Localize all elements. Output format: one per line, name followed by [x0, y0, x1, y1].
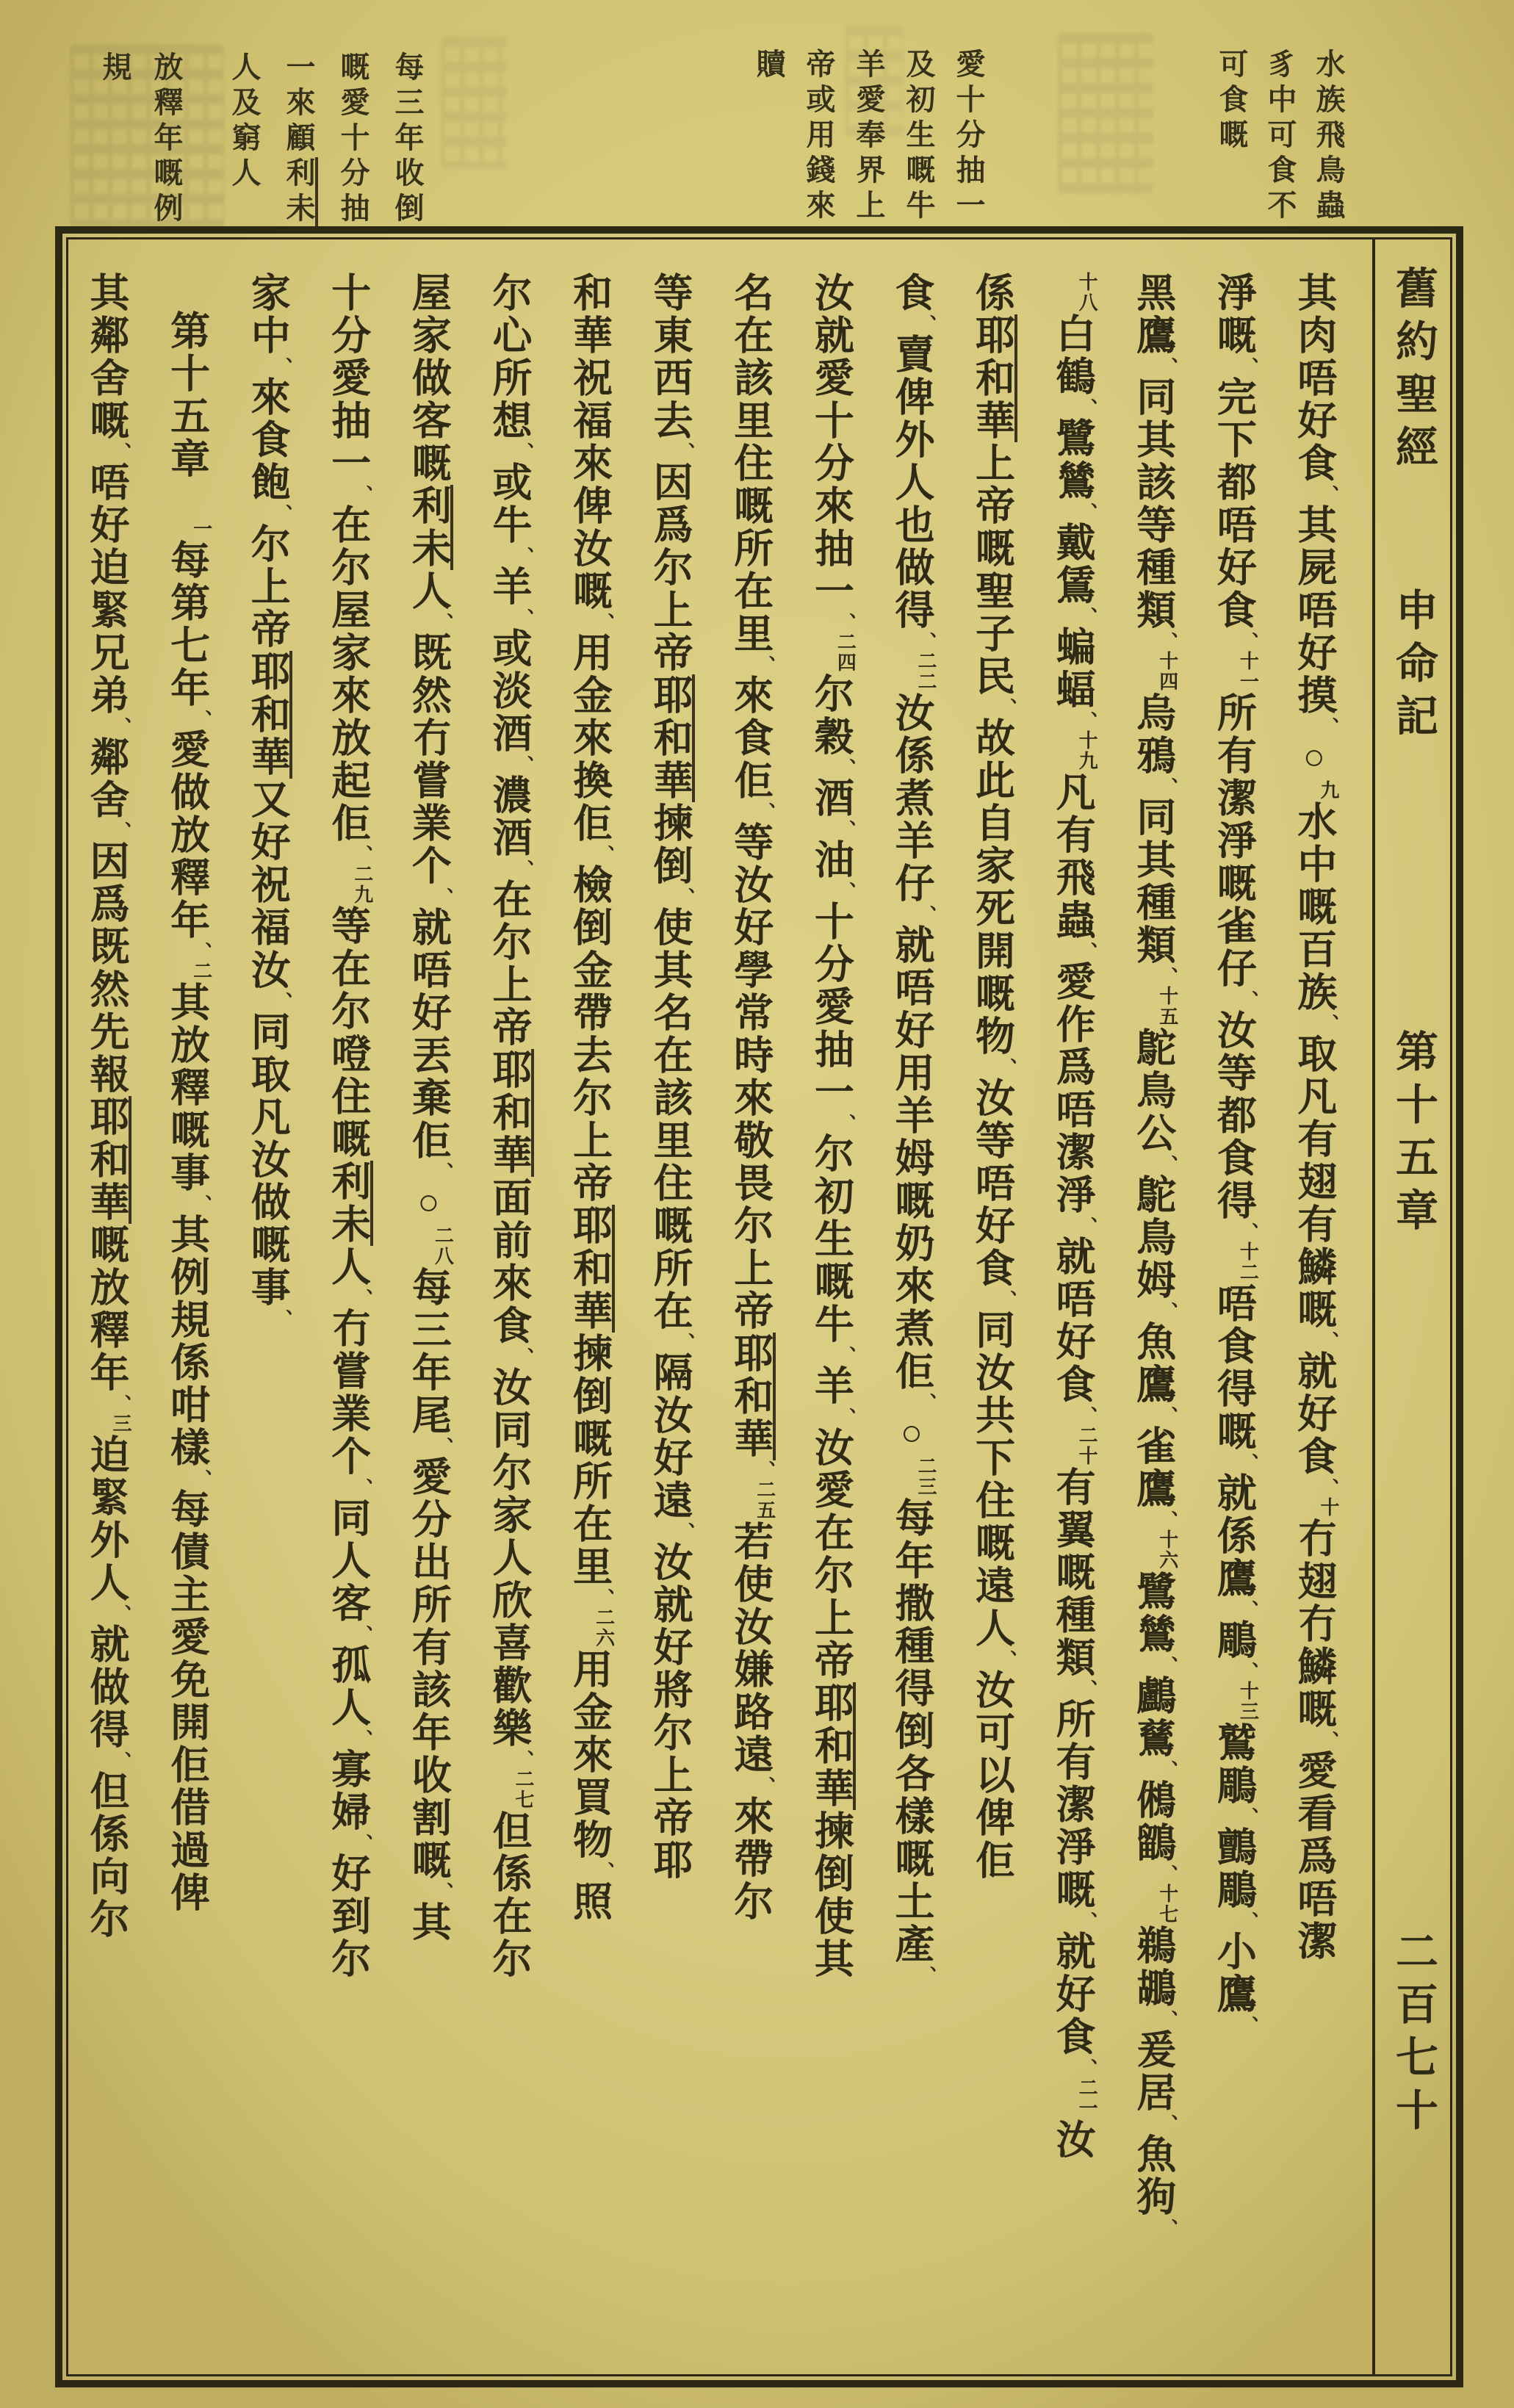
ideographic-comma: 、 — [512, 1750, 534, 1769]
ideographic-comma: 、 — [1156, 1155, 1178, 1174]
text-column-7: 汝就愛十分來抽一$^{、二四}$尔穀、酒、油、十分愛抽一、尔初生嘅牛、羊、汝愛在尔上帝耶和華揀倒使其 — [809, 272, 857, 1980]
verse-number: 二八 — [432, 1225, 454, 1266]
proper-noun-mark: 耶和華 — [729, 1333, 776, 1460]
proper-noun-mark: 利未 — [326, 1161, 373, 1246]
ideographic-comma: 、 — [512, 547, 534, 566]
ideographic-comma: 、 — [915, 1393, 937, 1412]
ideographic-comma: 、 — [351, 1478, 373, 1497]
verse-number: 二十 — [1076, 1425, 1098, 1466]
ideographic-comma: 、 — [1156, 777, 1178, 796]
ideographic-comma: 、 — [995, 1650, 1017, 1669]
ideographic-comma: 、 — [593, 845, 615, 864]
ideographic-comma: 、 — [351, 1625, 373, 1644]
ideographic-comma: 、 — [754, 655, 776, 674]
margin-note-clean-unclean-creatures — [1214, 48, 1346, 225]
verse-number: 十四 — [1156, 651, 1178, 692]
ideographic-comma: 、 — [271, 504, 293, 523]
ideographic-comma: 、 — [834, 758, 857, 777]
verse-number: 二三 — [915, 1456, 937, 1497]
scripture-text-area — [68, 239, 1369, 2374]
ideographic-comma: 、 — [1237, 632, 1259, 651]
page-border-frame — [55, 226, 1463, 2387]
ideographic-comma: 、 — [1076, 502, 1098, 522]
ideographic-comma: 、 — [110, 717, 131, 736]
text-column-8: 名在該里住嘅所在里、來食佢、等汝好學常時來敬畏尔上帝耶和華$^{、二五}$若使汝嫌路遠、來帶尔 — [728, 272, 776, 1923]
margin-note-tithe-firstborn-col-3: 羊愛奉界上 — [852, 48, 885, 225]
ideographic-comma: 、 — [593, 1861, 615, 1881]
margin-note-tithe-firstborn-col-4: 帝或用錢來 — [802, 48, 835, 225]
text-column-5: 係耶和華上帝嘅聖子民、故此自家死開嘅物、汝等唔好食、同汝共下住嘅遠人、汝可以俾佢 — [970, 272, 1017, 1882]
ideographic-comma: 、 — [1156, 632, 1178, 651]
text-column-12: 屋家做客嘅利未人、既然冇嘗業个、就唔好丟棄佢、○$^{二八}$每三年尾、愛分出所有該年收割嘅、其 — [406, 272, 454, 1944]
ideographic-comma: 、 — [1156, 2010, 1178, 2029]
ideographic-comma: 、 — [1156, 2114, 1178, 2133]
ideographic-comma: 、 — [674, 887, 696, 906]
ideographic-comma: 、 — [1076, 1911, 1098, 1931]
verse-number: 十八 — [1076, 272, 1098, 313]
ideographic-comma: 、 — [512, 859, 534, 879]
ideographic-comma: 、 — [1237, 1807, 1259, 1826]
ideographic-comma: 、 — [190, 942, 212, 961]
title-column — [1372, 239, 1450, 2374]
verse-number: 九 — [1317, 780, 1339, 801]
margin-note-year-of-release-col-2: 規 — [98, 51, 131, 87]
margin-note-tithe-firstborn — [751, 48, 986, 225]
ideographic-comma: 、 — [1076, 942, 1098, 961]
ideographic-comma: 、 — [1237, 1453, 1259, 1472]
ideographic-comma: 、 — [674, 1522, 696, 1541]
ideographic-comma: 、 — [1156, 1406, 1178, 1425]
ideographic-comma: 、 — [1076, 711, 1098, 730]
ideographic-comma: 、 — [1237, 1222, 1259, 1241]
verse-number: 二九 — [351, 864, 373, 905]
verse-number: 十 — [1317, 1497, 1339, 1518]
verse-number: 十六 — [1156, 1529, 1178, 1571]
ideographic-comma: 、 — [512, 1347, 534, 1366]
ideographic-comma: 、 — [1156, 1760, 1178, 1779]
ideographic-comma: 、 — [834, 882, 857, 901]
ideographic-comma: 、 — [1076, 1679, 1098, 1698]
ideographic-comma: 、 — [593, 613, 615, 632]
margin-note-tithe-firstborn-col-1: 愛十分抽一 — [952, 48, 985, 225]
proper-noun-mark: 耶和華 — [970, 314, 1017, 442]
verse-number: 十一 — [1237, 651, 1259, 692]
ideographic-comma: 、 — [110, 1394, 131, 1413]
ideographic-comma: 、 — [1317, 1331, 1339, 1350]
ideographic-comma: 、 — [351, 485, 373, 504]
margin-note-three-year-tithe-col-2: 嘅愛十分抽 — [336, 51, 370, 228]
margin-note-three-year-tithe — [226, 51, 425, 228]
ideographic-comma: 、 — [754, 1460, 776, 1479]
ideographic-comma: 、 — [351, 1288, 373, 1308]
margin-note-clean-unclean-creatures-col-3: 可食嘅 — [1215, 48, 1248, 154]
ideographic-comma: 、 — [1156, 1656, 1178, 1675]
ideographic-comma: 、 — [512, 755, 534, 774]
ideographic-comma: 、 — [995, 1290, 1017, 1309]
ideographic-comma: 、 — [1317, 1731, 1339, 1750]
ideographic-comma: 、 — [1156, 967, 1178, 986]
proper-noun-mark: 耶和華 — [245, 651, 292, 779]
ideographic-comma: 、 — [110, 1604, 131, 1623]
ideographic-comma: 、 — [834, 1346, 857, 1365]
ideographic-comma: 、 — [1317, 717, 1339, 736]
ideographic-comma: 、 — [351, 1834, 373, 1853]
ideographic-comma: 、 — [674, 442, 696, 461]
text-column-9: 等東西去、因爲尔上帝耶和華揀倒、使其名在該里住嘅所在、隔汝好遠、汝就好將尔上帝耶 — [648, 272, 696, 1882]
verse-number: 二四 — [834, 632, 857, 673]
ideographic-comma: 、 — [190, 1469, 212, 1488]
verse-number: 十二 — [1237, 1241, 1259, 1283]
text-column-3: 黑鷹、同其該等種類$^{、十四}$烏鴉、同其種類$^{、十五}$鴕鳥公、鴕鳥姆、魚鷹、雀鷹$^{、十六}$鷺鷥、鸕鶿、鵂鶹$^{、十七}$鵜鶘、爰居、魚狗、 — [1131, 272, 1178, 2238]
ideographic-comma: 、 — [754, 1776, 776, 1795]
ideographic-comma: 、 — [1076, 607, 1098, 626]
text-column-2: 淨嘅、完下都唔好食$^{、十一}$所有潔淨嘅雀仔、汝等都食得$^{、十二}$唔食得嘅、就係鷹、鵰$^{、十三}$鷲鵰、鸇鵰、小鷹、 — [1211, 272, 1259, 2035]
ideographic-comma: 、 — [1317, 1478, 1339, 1497]
ideographic-comma: 、 — [1076, 398, 1098, 417]
ideographic-comma: 、 — [1156, 357, 1178, 376]
ideographic-comma: 、 — [190, 1194, 212, 1214]
text-column-13: 十分愛抽一、在尔屋家來放起佢$^{、二九}$等在尔噔住嘅利未人、冇嘗業个、同人客、孤人、寡婦、好到尔 — [325, 272, 373, 1980]
verse-number: 十九 — [1076, 730, 1098, 771]
work-title: 舊約聖經 — [1389, 266, 1437, 477]
ideographic-comma: 、 — [915, 314, 937, 334]
ideographic-comma: 、 — [834, 1407, 857, 1427]
ideographic-comma: 、 — [915, 905, 937, 924]
verse-number: 十七 — [1156, 1883, 1178, 1925]
ideographic-comma: 、 — [190, 710, 212, 729]
ideographic-comma: 、 — [512, 608, 534, 627]
ideographic-comma: 、 — [1156, 2218, 1178, 2238]
verse-number: 二一 — [1076, 2077, 1098, 2119]
ideographic-comma: 、 — [110, 821, 131, 840]
proper-noun-mark: 耶和華 — [568, 1205, 615, 1333]
section-circle: ○ — [890, 1412, 932, 1456]
ideographic-comma: 、 — [1156, 1510, 1178, 1529]
ideographic-comma: 、 — [1156, 1302, 1178, 1321]
text-column-15: 第十五章$^一$每第七年、愛做放釋年$^{、二}$其放釋嘅事、其例規係咁樣、每債主愛免開佢借過俾 — [165, 310, 212, 1914]
margin-note-three-year-tithe-col-1: 每三年收倒 — [391, 51, 424, 228]
proper-noun-mark: 利未 — [282, 157, 318, 228]
ideographic-comma: 、 — [1076, 1216, 1098, 1236]
ideographic-comma: 、 — [432, 1437, 454, 1456]
book-title: 申命記 — [1389, 588, 1437, 746]
margin-note-three-year-tithe-col-4: 人及窮人 — [228, 51, 261, 192]
ideographic-comma: 、 — [1237, 990, 1259, 1009]
verse-number: 二六 — [593, 1607, 615, 1648]
ideographic-comma: 、 — [1237, 1911, 1259, 1931]
ideographic-comma: 、 — [1317, 485, 1339, 504]
proper-noun-mark: 利未 — [406, 485, 453, 570]
text-column-11: 尔心所想、或牛、羊、或淡酒、濃酒、在尔上帝耶和華面前來食、汝同尔家人欣喜歡樂$^{、二七}$但係在尔 — [486, 272, 534, 1980]
margin-note-tithe-firstborn-col-5: 贖 — [752, 48, 785, 84]
text-column-16: 其鄰舍嘅、唔好迫緊兄弟、鄰舍、因爲既然先報耶和華嘅放釋年$^{、三}$迫緊外人、就做得、但係向尔 — [84, 272, 131, 1941]
ideographic-comma: 、 — [110, 1751, 131, 1770]
ideographic-comma: 、 — [351, 845, 373, 864]
margin-note-tithe-firstborn-col-2: 及初生嘅牛 — [902, 48, 935, 225]
ideographic-comma: 、 — [432, 1162, 454, 1181]
ideographic-comma: 、 — [271, 1309, 293, 1328]
ideographic-comma: 、 — [995, 698, 1017, 717]
ideographic-comma: 、 — [432, 613, 454, 632]
text-column-6: 食、賣俾外人也做得$^{、二二}$汝係煮羊仔、就唔好用羊姆嘅奶來煮佢、○$^{二三}$每年撒種得倒各樣嘅土產、 — [889, 272, 937, 1985]
proper-noun-mark: 耶和華 — [809, 1682, 856, 1810]
ideographic-comma: 、 — [915, 1966, 937, 1985]
chapter-label: 第十五章 — [1389, 1029, 1437, 1241]
ideographic-comma: 、 — [1237, 357, 1259, 376]
proper-noun-mark: 耶和華 — [648, 674, 695, 802]
ideographic-comma: 、 — [432, 887, 454, 906]
text-column-4: $^{十八}$白鶴、鷺鷥、戴鵀、蝙蝠$^{、十九}$凡有飛蟲、愛作爲唔潔淨、就唔好食$^{、二十}$有翼嘅種類、所有潔淨嘅、就好食$^{、二一}$汝 — [1050, 272, 1098, 2161]
ink-bleed-artifact — [1058, 33, 1153, 195]
proper-noun-mark: 耶和華 — [84, 1096, 131, 1224]
ideographic-comma: 、 — [834, 820, 857, 839]
ideographic-comma: 、 — [110, 442, 131, 461]
ideographic-comma: 、 — [1237, 1600, 1259, 1619]
ideographic-comma: 、 — [674, 1333, 696, 1352]
ideographic-comma: 、 — [432, 1882, 454, 1901]
ideographic-comma: 、 — [593, 1588, 615, 1607]
verse-number: 一 — [190, 519, 212, 539]
ideographic-comma: 、 — [995, 1058, 1017, 1077]
text-column-10: 和華祝福來俾汝嘅、用金來換佢、檢倒金帶去尔上帝耶和華揀倒嘅所在里$^{、二六}$用金來買物、照 — [567, 272, 615, 1923]
ideographic-comma: 、 — [1317, 1014, 1339, 1033]
proper-noun-mark: 耶和華 — [487, 1049, 534, 1177]
verse-number: 二七 — [512, 1769, 534, 1810]
ideographic-comma: 、 — [351, 1729, 373, 1748]
ideographic-comma: 、 — [271, 357, 293, 376]
verse-number: 三 — [110, 1413, 131, 1434]
margin-note-three-year-tithe-col-3: 一來顧利未 — [281, 51, 316, 228]
margin-note-clean-unclean-creatures-col-2: 豸中可食不 — [1264, 48, 1297, 225]
text-column-14: 家中、來食飽、尔上帝耶和華又好祝福汝、同取凡汝做嘅事、 — [245, 272, 293, 1328]
verse-number: 十五 — [1156, 986, 1178, 1027]
verse-number: 十三 — [1237, 1681, 1259, 1722]
page-number: 二百七十 — [1389, 1929, 1437, 2141]
section-circle: ○ — [408, 1181, 450, 1225]
ideographic-comma: 、 — [1237, 2016, 1259, 2035]
ideographic-comma: 、 — [915, 632, 937, 651]
margin-note-clean-unclean-creatures-col-1: 水族飛鳥蟲 — [1312, 48, 1345, 225]
ideographic-comma: 、 — [271, 992, 293, 1011]
ideographic-comma: 、 — [1156, 1864, 1178, 1883]
verse-number: 二五 — [754, 1479, 776, 1521]
text-column-1: 其肉唔好食、其屍唔好摸、○$^九$水中嘅百族、取凡有翅有鱗嘅、就好食$^{、十}$冇翅冇鱗嘅、愛看爲唔潔 — [1291, 272, 1339, 1963]
margin-note-year-of-release-col-1: 放釋年嘅例 — [150, 51, 183, 228]
ideographic-comma: 、 — [834, 1114, 857, 1133]
ink-bleed-artifact — [441, 37, 507, 169]
ideographic-comma: 、 — [1076, 2058, 1098, 2077]
verse-number: 二二 — [915, 651, 937, 692]
verse-number: 二 — [190, 961, 212, 981]
ideographic-comma: 、 — [512, 442, 534, 461]
margin-note-year-of-release — [97, 51, 184, 228]
ideographic-comma: 、 — [1076, 1406, 1098, 1425]
ideographic-comma: 、 — [1237, 1662, 1259, 1681]
section-circle: ○ — [1293, 736, 1335, 780]
ideographic-comma: 、 — [754, 802, 776, 821]
ideographic-comma: 、 — [834, 613, 857, 632]
